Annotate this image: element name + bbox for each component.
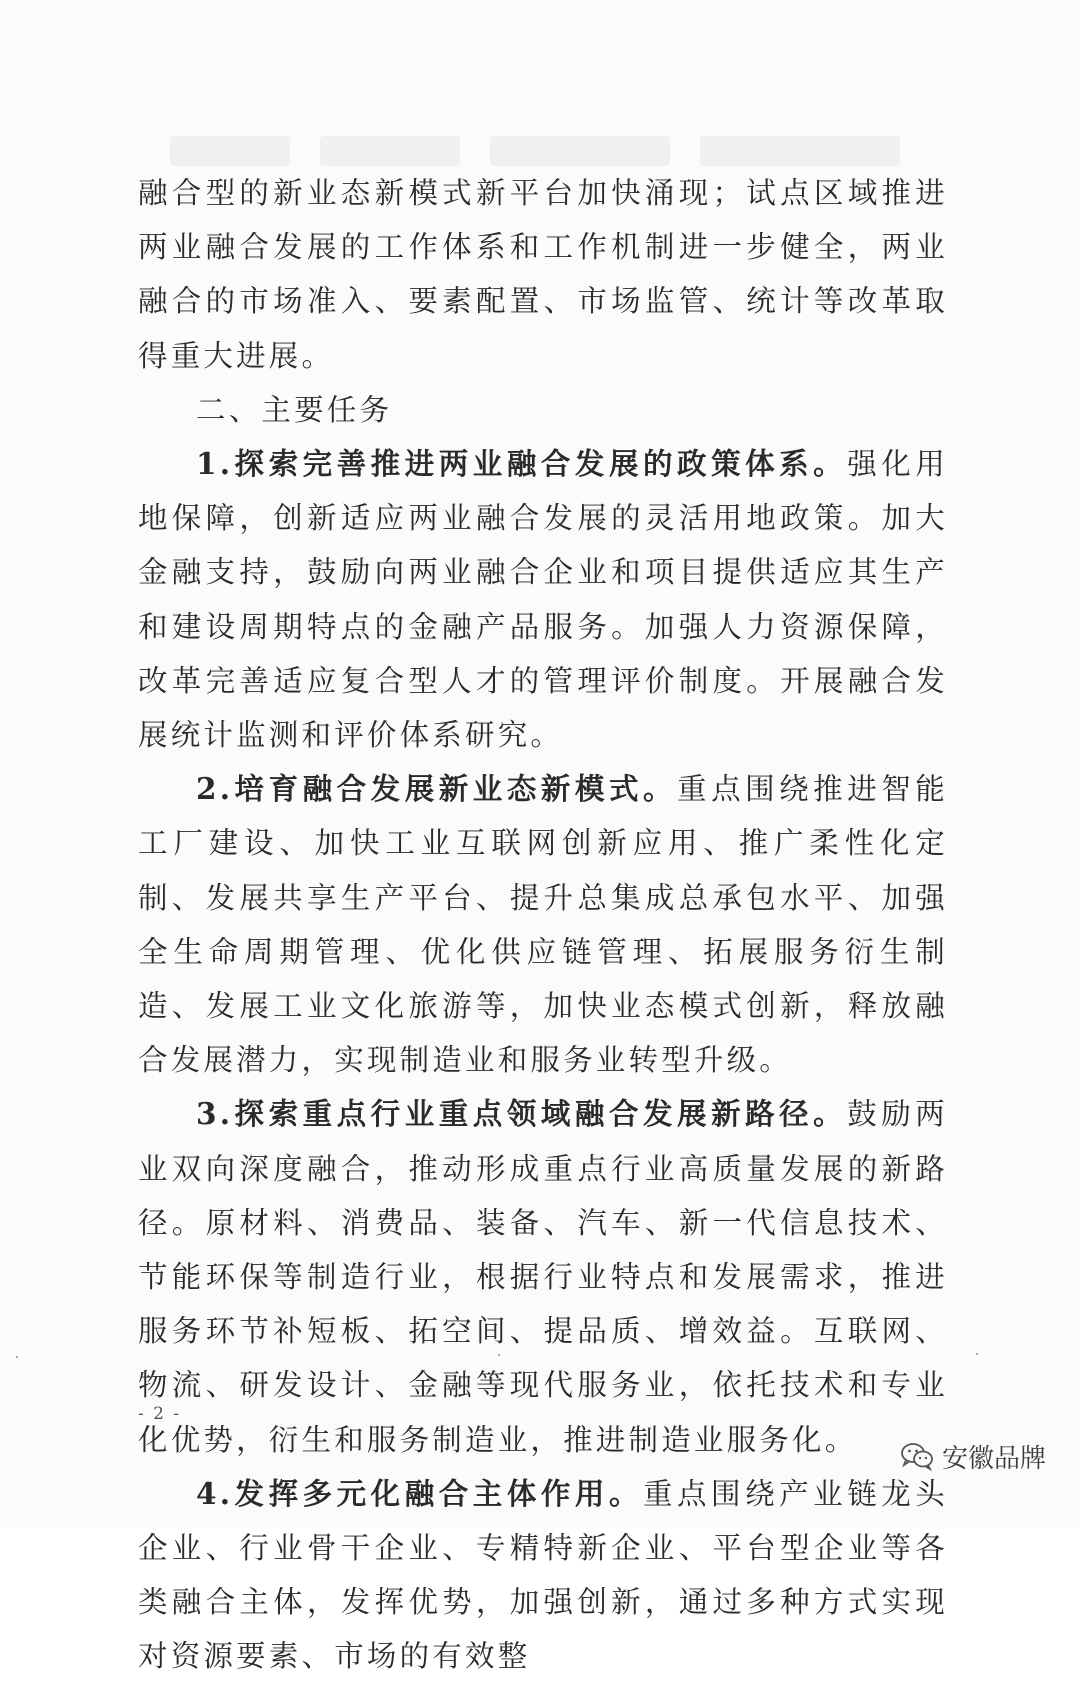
page-number: - 2 - xyxy=(138,1404,182,1424)
watermark-text: 安徽品牌 xyxy=(942,1443,1047,1474)
task-3-paragraph xyxy=(138,1087,948,1466)
task-2-text: 重点围绕推进智能工厂建设、加快工业互联网创新应用、推广柔性化定制、发展共享生产平台、提升总集成总承包水平、加强全生命周期管理、优化供应链管理、拓展服务衍生制造、发展工业文化旅游等，加快业态模式创新，释放融合发展潜力，实现制造业和服务业转型升级。 xyxy=(138,772,948,1078)
task-4-text: 重点围绕产业链龙头企业、行业骨干企业、专精特新企业、平台型企业等各类融合主体，发挥优势，加强创新，通过多种方式实现对资源要素、市场的有效整 xyxy=(138,1476,948,1674)
task-1-text: 强化用地保障，创新适应两业融合发展的灵活用地政策。加大金融支持，鼓励向两业融合企业和项目提供适应其生产和建设周期特点的金融产品服务。加强人力资源保障，改革完善适应复合型人才的管理评价制度。开展融合发展统计监测和评价体系研究。 xyxy=(138,447,948,753)
task-3-lead: 3.探索重点行业重点领域融合发展新路径。 xyxy=(196,1096,848,1132)
task-2-paragraph xyxy=(138,762,948,1087)
task-2-lead: 2.培育融合发展新业态新模式。 xyxy=(196,771,678,807)
task-1-paragraph xyxy=(138,437,948,762)
task-3-text: 鼓励两业双向深度融合，推动形成重点行业高质量发展的新路径。原材料、消费品、装备、汽车、新一代信息技术、节能环保等制造行业，根据行业特点和发展需求，推进服务环节补短板、拓空间、提品质、增效益。互联网、物流、研发设计、金融等现代服务业，依托技术和专业化优势，衍生和服务制造业，推进制造业服务化。 xyxy=(138,1097,948,1457)
paragraph-intro-continuation: 融合型的新业态新模式新平台加快涌现；试点区域推进两业融合发展的工作体系和工作机制进一步健全，两业融合的市场准入、要素配置、市场监管、统计等改革取得重大进展。 xyxy=(138,176,948,373)
task-4-paragraph xyxy=(138,1467,948,1684)
task-1-lead: 1.探索完善推进两业融合发展的政策体系。 xyxy=(196,446,848,482)
task-4-lead: 4.发挥多元化融合主体作用。 xyxy=(196,1475,643,1511)
document-body xyxy=(138,166,948,1684)
section-heading: 二、主要任务 xyxy=(196,392,393,427)
wechat-icon xyxy=(900,1441,934,1471)
watermark xyxy=(900,1436,1046,1476)
